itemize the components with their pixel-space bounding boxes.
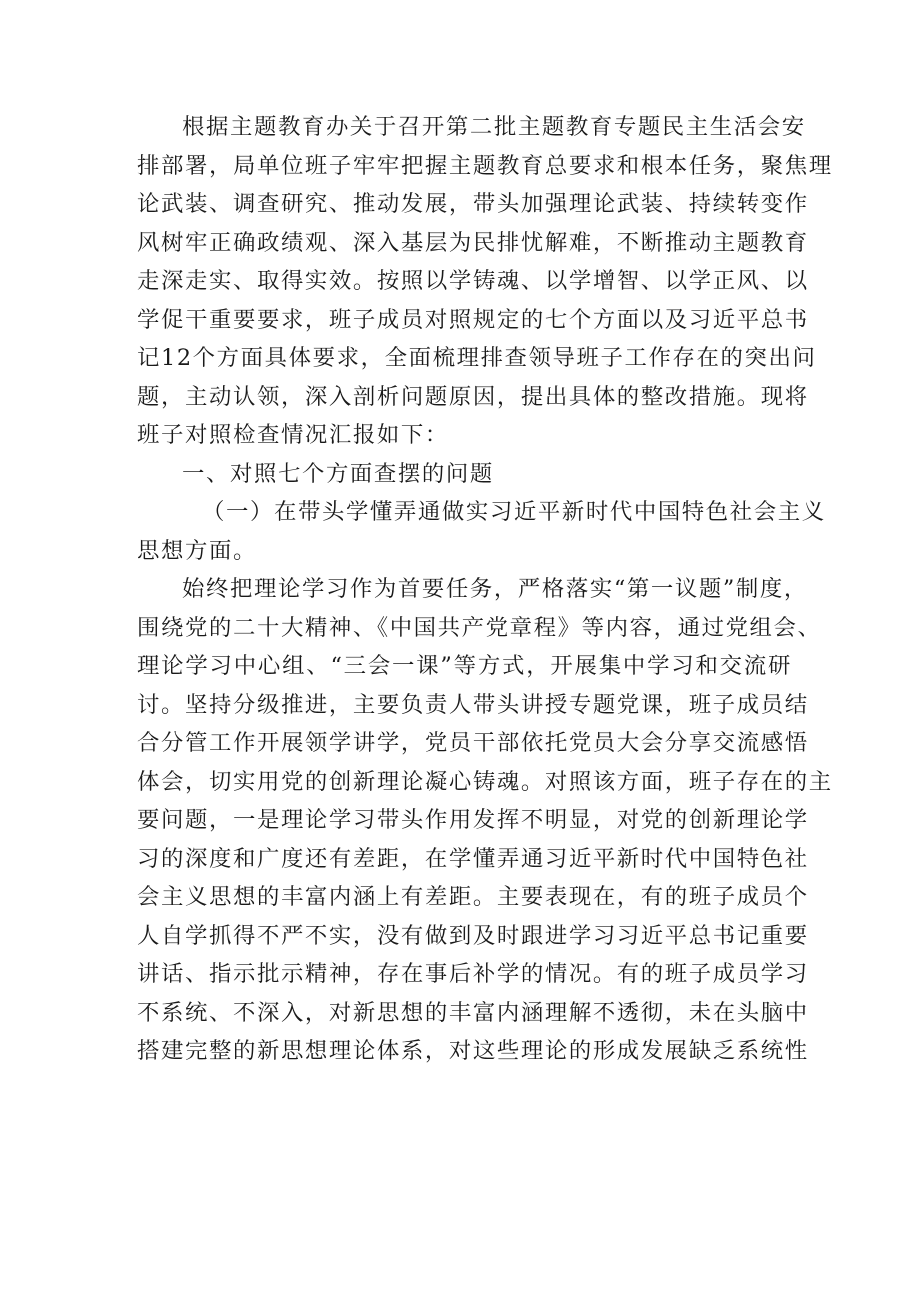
text-line: 讲话、指示批示精神，存在事后补学的情况。有的班子成员学习 — [137, 961, 809, 987]
text-line: 不系统、不深入，对新思想的丰富内涵理解不透彻，未在头脑中 — [137, 999, 809, 1026]
text-line: 风树牢正确政绩观、深入基层为民排忧解难，不断推动主题教育 — [137, 229, 809, 256]
text-line: 人自学抓得不严不实，没有做到及时跟进学习习近平总书记重要 — [137, 922, 809, 949]
text-line: 体会，切实用党的创新理论凝心铸魂。对照该方面，班子存在的主 — [137, 768, 833, 795]
text-line: 思想方面。 — [137, 537, 257, 564]
text-line: 会主义思想的丰富内涵上有差距。主要表现在，有的班子成员个 — [137, 884, 809, 910]
text-line: 根据主题教育办关于召开第二批主题教育专题民主生活会安 — [182, 114, 806, 140]
text-line: 题，主动认领，深入剖析问题原因，提出具体的整改措施。现将 — [137, 383, 809, 410]
text-line: 走深走实、取得实效。按照以学铸魂、以学增智、以学正风、以 — [137, 268, 809, 294]
paragraph-intro — [137, 108, 833, 455]
text-line: 排部署，局单位班子牢牢把握主题教育总要求和根本任务，聚焦理 — [137, 152, 833, 179]
text-line: 学促干重要要求，班子成员对照规定的七个方面以及习近平总书 — [137, 306, 809, 333]
text-line: 讨。坚持分级推进，主要负责人带头讲授专题党课，班子成员结 — [137, 691, 809, 718]
text-line: 围绕党的二十大精神、《中国共产党章程》等内容，通过党组会、 — [137, 614, 822, 641]
text-line: （一）在带头学懂弄通做实习近平新时代中国特色社会主义 — [202, 499, 826, 525]
text-line: 理论学习中心组、“三会一课”等方式，开展集中学习和交流研 — [137, 653, 792, 679]
paragraph-body — [137, 570, 833, 1071]
text-line: 要问题，一是理论学习带头作用发挥不明显，对党的创新理论学 — [137, 807, 809, 833]
text-line: 合分管工作开展领学讲学，党员干部依托党员大会分享交流感悟 — [137, 730, 809, 756]
text-line: 习的深度和广度还有差距，在学懂弄通习近平新时代中国特色社 — [137, 845, 809, 872]
text-line: 搭建完整的新思想理论体系，对这些理论的形成发展缺乏系统性 — [137, 1038, 809, 1064]
text-line: 班子对照检查情况汇报如下： — [137, 422, 449, 448]
section-heading: 一、对照七个方面查摆的问题 — [182, 460, 494, 487]
text-line: 记12个方面具体要求，全面梳理排查领导班子工作存在的突出问 — [137, 345, 817, 371]
subsection-heading — [137, 493, 826, 570]
text-line: 始终把理论学习作为首要任务，严格落实“第一议题”制度， — [182, 576, 808, 602]
text-line: 论武装、调查研究、推动发展，带头加强理论武装、持续转变作 — [137, 191, 809, 217]
document-body — [137, 108, 833, 1071]
